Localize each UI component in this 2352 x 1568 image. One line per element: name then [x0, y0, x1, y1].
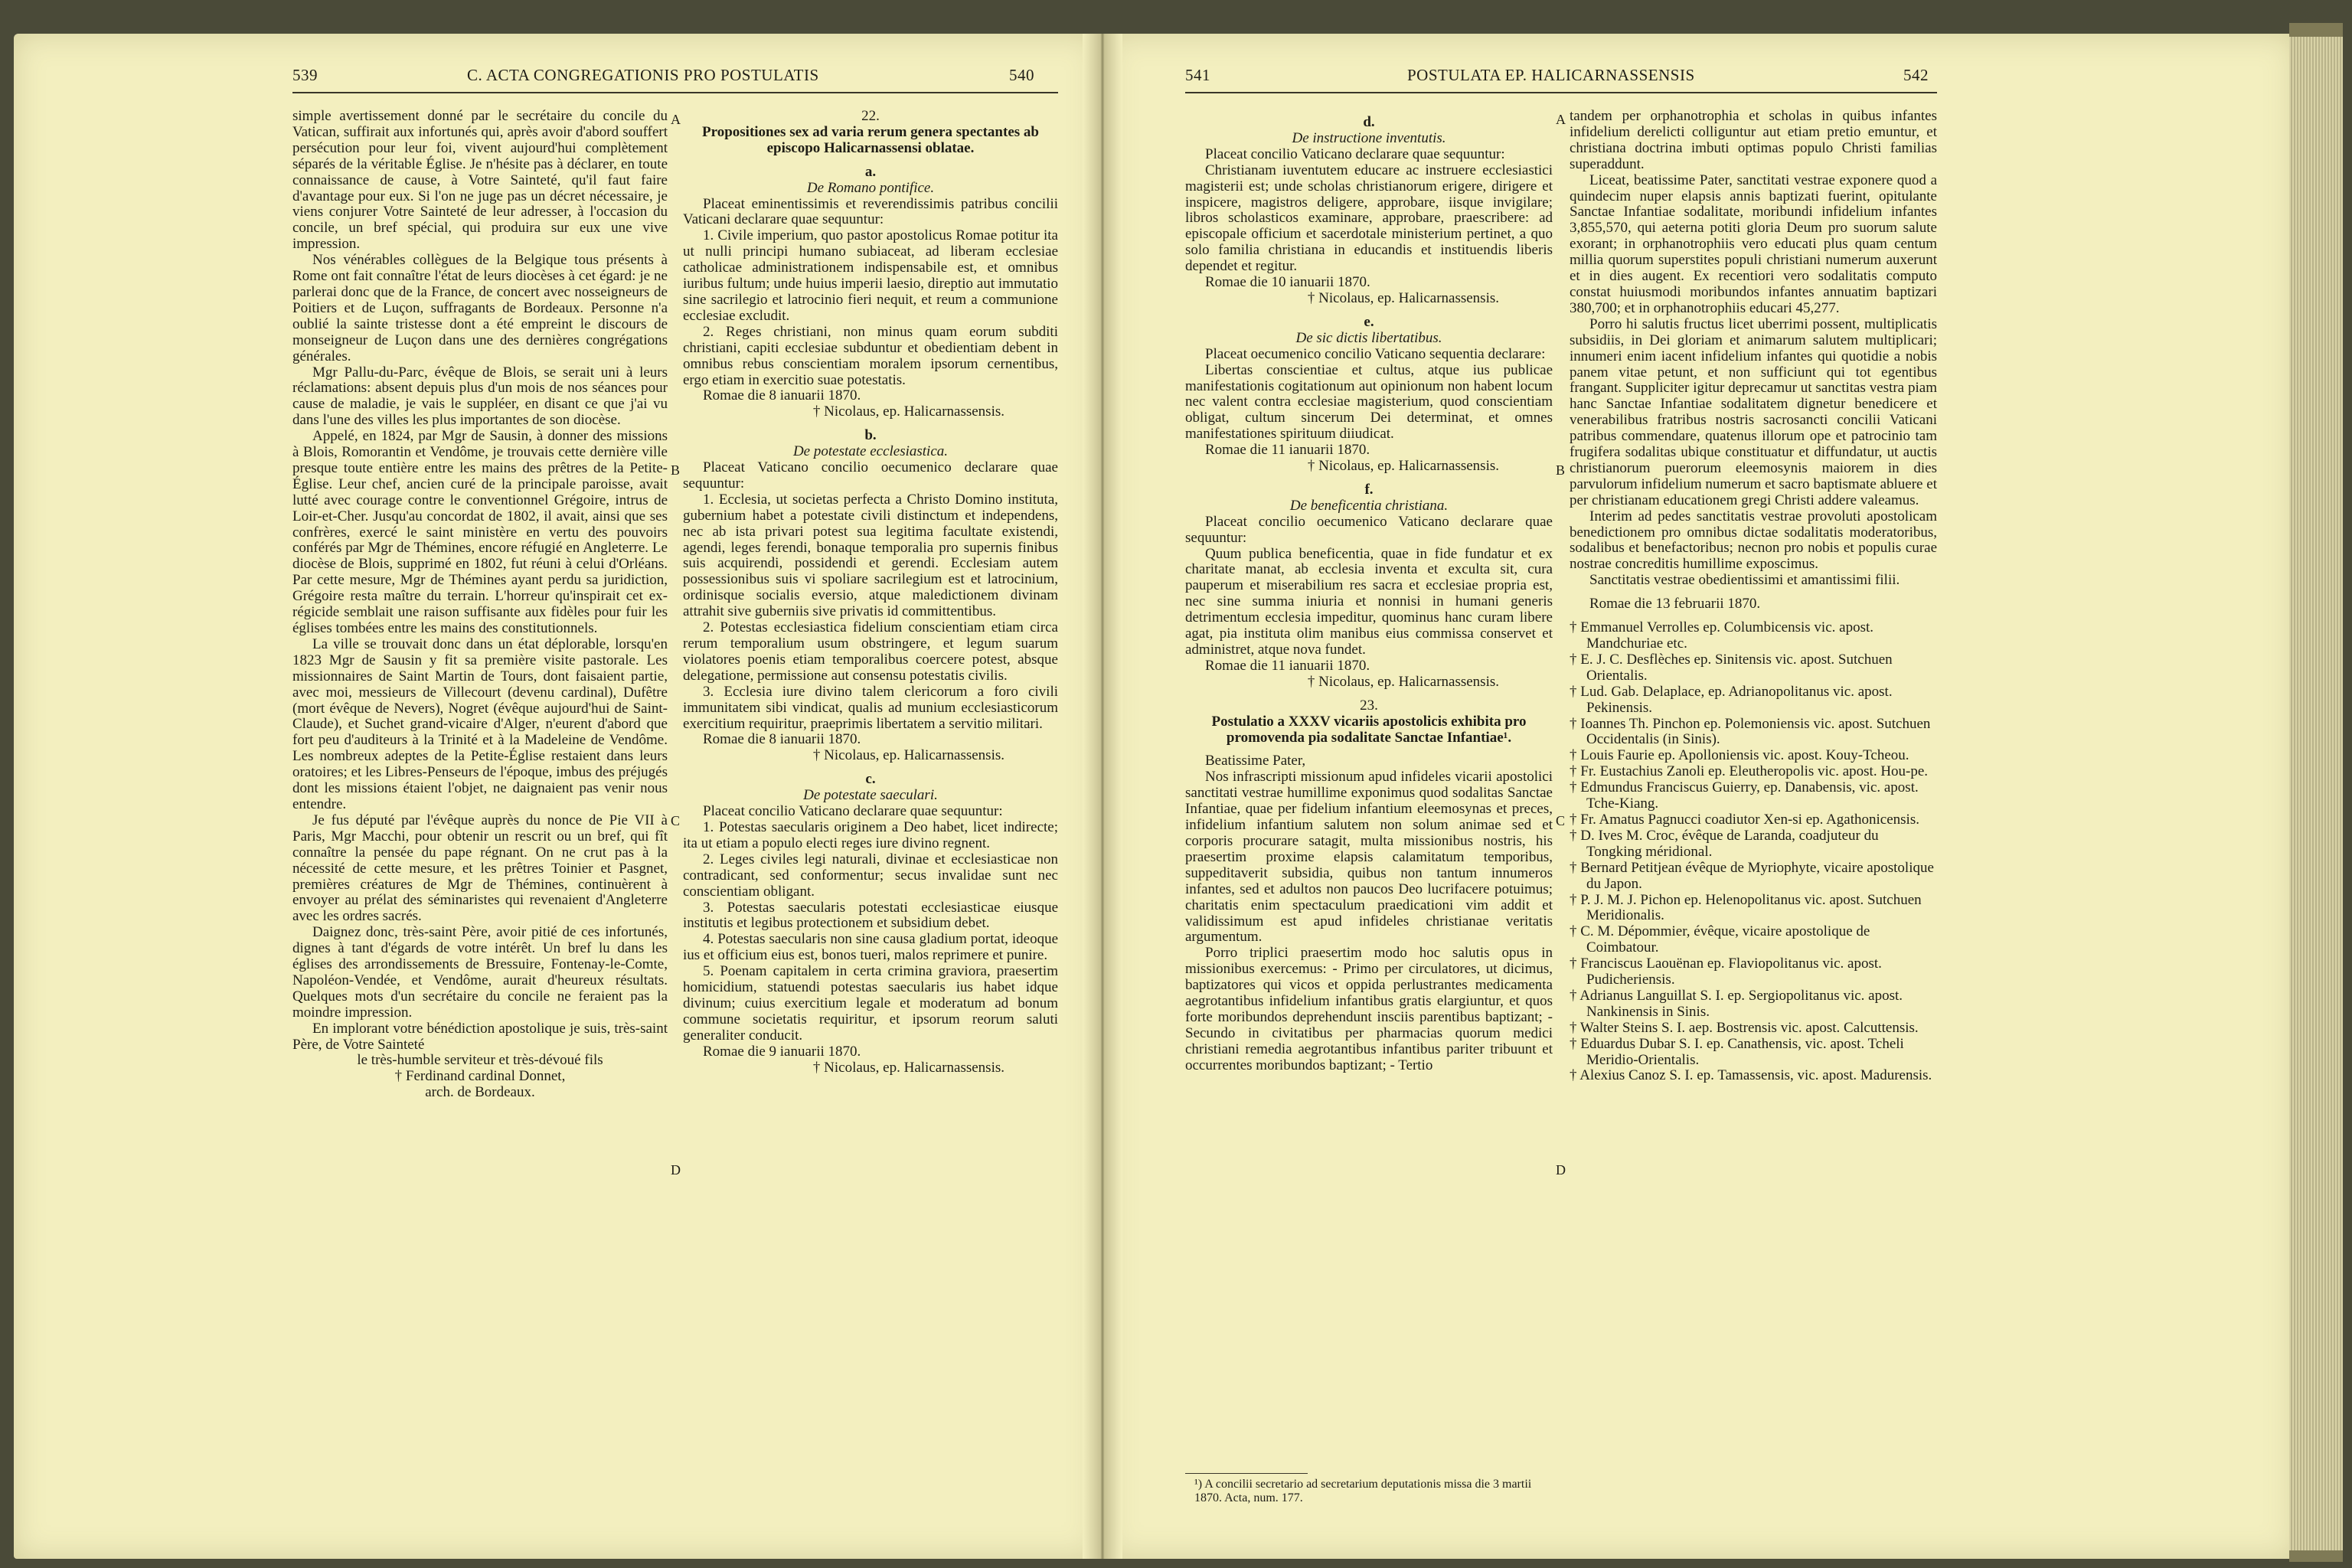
margin-letter-c: C	[1556, 813, 1566, 828]
paragraph: Porro triplici praesertim modo hoc salutis opus in missionibus exercemus: - Primo per circulatores, ut dicimus, baptizatores qui vicos et oppida perlustrantes medicamenta aegrotantibus infidelium infantibus gratis elargiuntur, et quos forte moribundos deprehendunt insciis parentibus baptizant; - Secundo in civitatibus per pharmacias quorum medici christiani remedia aegrotantibus infantibus pariter tribuunt et occurrentes moribundos baptizant; - Tertio	[1185, 945, 1553, 1073]
subsection-letter-b: b.	[864, 427, 877, 444]
page-number-542: 542	[1903, 66, 1929, 84]
left-col-2	[683, 109, 1058, 1076]
bishop-signature: † Eduardus Dubar S. I. ep. Canathensis, vic. apost. Tcheli Meridio-Orientalis.	[1570, 1035, 1904, 1068]
page-number-541: 541	[1185, 66, 1210, 84]
bishop-signature: † Edmundus Franciscus Guierry, ep. Danabensis, vic. apost. Tche-Kiang.	[1570, 779, 1919, 812]
paragraph: Sanctitatis vestrae obedientissimi et amantissimi filii.	[1589, 572, 1900, 589]
signature-line: † Nicolaus, ep. Halicarnassensis.	[1307, 289, 1499, 306]
bishop-signature: † Bernard Petitjean évêque de Myriophyte, vicaire apostolique du Japon.	[1570, 859, 1934, 892]
bishop-signature: † Walter Steins S. I. aep. Bostrensis vic. apost. Calcuttensis.	[1570, 1019, 1919, 1036]
signature-line: † Nicolaus, ep. Halicarnassensis.	[812, 747, 1004, 764]
margin-letter-b: B	[1556, 462, 1566, 478]
footnote: ¹) A concilii secretario ad secretarium deputationis missa die 3 martii 1870. Acta, num. 177.	[1194, 1478, 1532, 1504]
paragraph: 4. Potestas saecularis non sine causa gladium portat, ideoque ius et officium eius est, bonos tueri, malos reprimere et punire.	[683, 931, 1058, 964]
date-line: Romae die 8 ianuarii 1870.	[703, 731, 861, 748]
paragraph: 3. Potestas saecularis potestati ecclesiasticae eiusque institutis et legibus protectionem et subsidium debet.	[683, 899, 1058, 932]
right-col-1	[1185, 115, 1553, 1074]
subsection-title-b: De potestate ecclesiastica.	[792, 443, 949, 460]
paragraph: 1. Potestas saecularis originem a Deo habet, licet indirecte; ita ut etiam a populo electi reges iure divino regnent.	[683, 818, 1058, 851]
bishop-signatures	[1570, 620, 1937, 1084]
running-head-left: C. ACTA CONGREGATIONIS PRO POSTULATIS	[467, 66, 819, 84]
paragraph: simple avertissement donné par le secrétaire du concile du Vatican, suffirait aux infortunés qui, après avoir d'abord souffert persécution pour leur foi, vivent aujourd'hui complètement séparés de la véritable Église. Je n'hésite pas à déclarer, en toute connaissance de cause, à Votre Sainteté, qu'il faut faire d'avantage pour eux. Si l'on ne juge pas un décret nécessaire, je viens conjurer Votre Sainteté de leur adresser, à l'occasion du concile, un bref spécial, qui produira sur eux une vive impression.	[292, 108, 668, 253]
header-rule-left	[292, 92, 1058, 93]
paragraph: 2. Reges christiani, non minus quam eorum subditi christiani, capiti ecclesiae subduntur et obedientiam debent in omnibus rebus conscientiam moralem ipsorum cernentibus, ergo etiam in exercitio suae potestatis.	[683, 323, 1058, 388]
paragraph: Placeat concilio Vaticano declarare quae sequuntur:	[703, 803, 1003, 820]
margin-letter-b: B	[671, 462, 681, 478]
margin-letter-a: A	[1556, 112, 1566, 127]
subsection-title-e: De sic dictis libertatibus.	[1295, 329, 1442, 346]
signature-line: † Nicolaus, ep. Halicarnassensis.	[812, 1059, 1004, 1076]
paragraph: Placeat concilio Vaticano declarare quae sequuntur:	[1205, 145, 1505, 162]
paragraph: 2. Potestas ecclesiastica fidelium conscientiam etiam circa rerum temporalium usum obstringere, et legum suarum violatores poenis etiam temporalibus coercere potest, absque delegatione, permissione aut consensu potestatis civilis.	[683, 619, 1058, 684]
subsection-title-c: De potestate saeculari.	[803, 787, 938, 804]
date-line: Romae die 11 ianuarii 1870.	[1205, 442, 1370, 459]
bishop-signature: † Adrianus Languillat S. I. ep. Sergiopolitanus vic. apost. Nankinensis in Sinis.	[1570, 987, 1903, 1020]
paragraph: 3. Ecclesia iure divino talem clericorum a foro civili immunitatem sibi vindicat, qualis ad munium ecclesiasticorum exercitium requiritur, praeprimis libertatem a servitio militari.	[683, 683, 1058, 732]
paragraph: En implorant votre bénédiction apostolique je suis, très-saint Père, de Votre Sainteté	[292, 1020, 668, 1053]
paragraph: Porro hi salutis fructus licet uberrimi possent, multiplicatis subsidiis, in Dei gloriam et animarum salutem multiplicari; innumeri enim iacent infidelium infantes qui quotidie a nobis panem vitae petunt, et non sufficiunt qui tot egentibus frangant. Suppliciter igitur deprecamur ut sanctitas vestra piam hanc Sanctae Infantiae sodalitatem dignetur benedicere et venerabilibus fratribus nostris sacrosancti concilii Vaticani patribus commendare, quatenus illorum ope et patrocinio tam frugifera sodalitas ubique constituatur et diffundatur, ut auctis christianorum puerorum eleemosynis maiorem in dies parvulorum infidelium numerum et sacro baptismate abluere et per christianam educationem gregi Christi addere valeamus.	[1570, 315, 1937, 508]
paragraph: Appelé, en 1824, par Mgr de Sausin, à donner des missions à Blois, Romorantin et Vendôme, je trouvais cette dernière ville presque toute entière entre les mains des prêtres de la Petite-Église. Leur chef, ancien curé de la principale paroisse, avait lutté avec courage contre le conventionnel Grégoire, intrus de Loir-et-Cher. Jusqu'au concordat de 1802, il avait, ainsi que ses confrères, exercé le saint ministère en vertu des pouvoirs conférés par Mgr de Thémines, encore réfugié en Angleterre. Le diocèse de Blois, supprimé en 1802, fut réuni à celui d'Orléans. Par cette mesure, Mgr de Thémines ayant perdu sa juridiction, Grégoire resta maître du terrain. L'horreur qu'inspirait cet ex-régicide semblait une raison suffisante aux fidèles pour fuir les églises tombées entre les mains des constitutionnels.	[292, 428, 668, 636]
bishop-signature: † Louis Faurie ep. Apolloniensis vic. apost. Kouy-Tcheou.	[1570, 747, 1909, 764]
page-number-540: 540	[1009, 66, 1034, 84]
bishop-signature: † Ioannes Th. Pinchon ep. Polemoniensis vic. apost. Sutchuen Occidentalis (in Sinis).	[1570, 715, 1931, 748]
date-line: Romae die 13 februarii 1870.	[1589, 596, 1761, 612]
paragraph: Placeat oecumenico concilio Vaticano sequentia declarare:	[1205, 345, 1546, 362]
paragraph: Nos vénérables collègues de la Belgique tous présents à Rome ont fait connaître l'état de leurs diocèses à cet égard: je ne parlerai donc que de la France, de concert avec nosseigneurs de Poitiers et de Luçon, suffragants de Bordeaux. Personne n'a oublié la sainte tristesse dont a été empreint le discours de monseigneur de Luçon dans une des dernières congrégations générales.	[292, 252, 668, 364]
date-line: Romae die 10 ianuarii 1870.	[1205, 274, 1370, 291]
paragraph: Interim ad pedes sanctitatis vestrae provoluti apostolicam benedictionem pro omnibus dictae sodalitatis moderatoribus, sodalibus et benefactoribus; necnon pro nobis et populis curae nostrae concreditis humillime exposcimus.	[1570, 508, 1937, 573]
paragraph: Nos infrascripti missionum apud infideles vicarii apostolici sanctitati vestrae humillime exponimus quod sodalitas Sanctae Infantiae, quae per fidelium infantium eleemosynas et preces, infidelium infantium salutem non solum animae sed et corporis procurare satagit, multa missionibus nostris, his praesertim proxime elapsis calamitatum temporibus, suppeditaverit subsidia, quibus non tantum innumeros infantes, sed et adultos non paucos Deo lucrifacere potuimus; charitatis enim spectaculum praedicationi vim addit et validissimum est apud infideles christianae veritatis argumentum.	[1185, 769, 1553, 946]
signature-line: † Nicolaus, ep. Halicarnassensis.	[1307, 673, 1499, 690]
paragraph: Libertas conscientiae et cultus, atque ius publicae manifestationis cogitationum aut opinionum non habent locum nec valent contra ecclesiae magisterium, quod conscientiam obligat, cultum sincerum Dei determinat, et omnes manifestationes spirituum diiudicat.	[1185, 361, 1553, 443]
paragraph: Mgr Pallu-du-Parc, évêque de Blois, se serait uni à leurs réclamations: absent depuis plus d'un mois de nos séances pour cause de maladie, je vais le suppléer, en disant ce que j'ai vu dans l'une des villes les plus importantes de son diocèse.	[292, 364, 668, 429]
paragraph: Christianam iuventutem educare ac instruere ecclesiastici magisterii est; unde scholas christianorum erigere, dirigere et inspicere, magistros deligere, approbare, iisque invigilare; libros scholasticos examinare, approbare, praescribere: ad episcopale officium et sacerdotale ministerium pertinet, a quo solo familia christiana in educandis et instituendis liberis dependet et regitur.	[1185, 162, 1553, 275]
paragraph: Daignez donc, très-saint Père, avoir pitié de ces infortunés, dignes à tant d'égards de votre intérêt. Un bref lu dans les églises des arrondissements de Bressuire, Fontenay-le-Comte, Napoléon-Vendée, et Vendôme, aurait d'heureux résultats. Quelques mots d'un secrétaire du concile ne feraient pas la moindre impression.	[292, 924, 668, 1021]
signature-line: † Nicolaus, ep. Halicarnassensis.	[1307, 458, 1499, 475]
page-number-539: 539	[292, 66, 318, 84]
signature-title: arch. de Bordeaux.	[425, 1084, 535, 1101]
bishop-signature: † E. J. C. Desflèches ep. Sinitensis vic. apost. Sutchuen Orientalis.	[1570, 651, 1893, 684]
bishop-signature: † P. J. M. J. Pichon ep. Helenopolitanus vic. apost. Sutchuen Meridionalis.	[1570, 891, 1922, 924]
left-col-1	[292, 109, 668, 1101]
paragraph: 1. Civile imperium, quo pastor apostolicus Romae potitur ita ut nulli principi humano subiaceat, ad liberam ecclesiae catholicae administrationem indispensabile est, et omnibus iuribus fultum; unde huius imperii laesio, direptio aut immutatio sine sacrilegio et latrocinio fieri nequit, et reum a communione ecclesiae excludit.	[683, 227, 1058, 324]
page-edges	[2289, 23, 2343, 1562]
section-title-22: Propositiones sex ad varia rerum genera spectantes ab episcopo Halicarnassensi oblatae.	[702, 123, 1039, 156]
subsection-letter-d: d.	[1363, 114, 1375, 130]
paragraph: Placeat Vaticano concilio oecumenico declarare quae sequuntur:	[683, 459, 1058, 492]
paragraph: Quum publica beneficentia, quae in fide fundatur et ex charitate manat, ab ecclesia inventa et exculta sit, cura pauperum et miserabilium res sacra et ecclesiae propria est, nec sine summa iniuria et nonnisi in humani generis detrimentum ecclesia impeditur, quominus hanc curam libere agat, pia instituta olim manibus eius commissa conservet et administret, atque nova fundet.	[1185, 545, 1553, 658]
date-line: Romae die 9 ianuarii 1870.	[703, 1043, 861, 1060]
closing-line: le très-humble serviteur et très-dévoué fils	[357, 1052, 603, 1069]
salutation: Beatissime Pater,	[1205, 753, 1306, 769]
paragraph: Liceat, beatissime Pater, sanctitati vestrae exponere quod a quindecim nuper elapsis annis baptizati fuerint, opitulante Sanctae Infantiae sodalitate, moribundi infidelium infantes 3,855,570, qui aeterna potiti gloria Deum pro suorum salute exorant; in orphanotrophiis vero educati plus quam centum millia quorum superstites populi christiani numerum auxerunt et in dies augent. Ex recentiori vero sodalitatis computo constat huiusmodi moribundos infantes annuatim baptizari 380,700; et in orphanotrophiis educari 45,277.	[1570, 172, 1937, 316]
bishop-signature: † Fr. Eustachius Zanoli ep. Eleutheropolis vic. apost. Hou-pe.	[1570, 763, 1929, 780]
paragraph: 2. Leges civiles legi naturali, divinae et ecclesiasticae non contradicant, sed conformentur; secus invalidae sunt nec conscientiam obligant.	[683, 851, 1058, 900]
book-gutter	[1083, 34, 1122, 1559]
subsection-letter-f: f.	[1364, 481, 1374, 498]
footnote-rule	[1185, 1473, 1308, 1474]
signature-donnet: † Ferdinand cardinal Donnet,	[394, 1068, 566, 1085]
date-line: Romae die 11 ianuarii 1870.	[1205, 657, 1370, 674]
paragraph: Placeat eminentissimis et reverendissimis patribus concilii Vaticani declarare quae sequuntur:	[683, 195, 1058, 228]
paragraph: 1. Ecclesia, ut societas perfecta a Christo Domino instituta, gubernium habet a potestate civili distinctum et independens, nec ab ista privari potest sua legitima facultate existendi, agendi, leges ferendi, bonaque temporalia pro supernis finibus suis acquirendi, possidendi et gerendi. Ecclesiam autem possessionibus suis vi spoliare sacrilegium est et latrocinium, ordinisque socialis eversio, atque maledictionem divinam attrahit sive guberniis sive privatis id committentibus.	[683, 491, 1058, 620]
date-line: Romae die 8 ianuarii 1870.	[703, 387, 861, 404]
margin-letter-c: C	[671, 813, 681, 828]
paragraph: Placeat concilio oecumenico Vaticano declarare quae sequuntur:	[1185, 513, 1553, 546]
bishop-signature: † C. M. Dépommier, évêque, vicaire apostolique de Coimbatour.	[1570, 923, 1870, 956]
subsection-letter-c: c.	[865, 771, 876, 788]
right-col-2	[1570, 109, 1937, 1084]
bishop-signature: † Fr. Amatus Pagnucci coadiutor Xen-si ep. Agathonicensis.	[1570, 811, 1919, 828]
header-rule-right	[1185, 92, 1937, 93]
running-head-right: POSTULATA EP. HALICARNASSENSIS	[1407, 66, 1695, 84]
subsection-title-d: De instructione inventutis.	[1292, 129, 1446, 146]
margin-letter-a: A	[671, 112, 681, 127]
margin-letter-d: D	[1556, 1162, 1566, 1178]
paragraph: 5. Poenam capitalem in certa crimina graviora, praesertim homicidium, statuendi potestas saecularis ius habet idque divinum; cuius exercitium legale et moderatum ad bonum commune societatis requiritur, et ipsorum reorum saluti generaliter conducit.	[683, 963, 1058, 1044]
bishop-signature: † Alexius Canoz S. I. ep. Tamassensis, vic. apost. Madurensis.	[1570, 1067, 1932, 1084]
section-number-22: 22.	[861, 108, 880, 124]
paragraph: Je fus député par l'évêque auprès du nonce de Pie VII à Paris, Mgr Macchi, pour obtenir un rescrit ou un bref, qui fît connaître la pensée du pape régnant. On ne crut pas à la nécessité de cette mesure, et les prêtres Toinier et Pasgnet, premières créatures de Mgr de Thémines, continuèrent à envoyer au prélat des séminaristes qui revenaient d'Angleterre avec les ordres sacrés.	[292, 812, 668, 925]
bishop-signature: † D. Ives M. Croc, évêque de Laranda, coadjuteur du Tongking méridional.	[1570, 827, 1879, 860]
subsection-letter-e: e.	[1364, 313, 1374, 330]
section-title-23: Postulatio a XXXV vicariis apostolicis exhibita pro promovenda pia sodalitate Sanctae Infantiae¹.	[1211, 713, 1527, 746]
subsection-title-a: De Romano pontifice.	[806, 179, 935, 196]
bishop-signature: † Franciscus Laouënan ep. Flaviopolitanus vic. apost. Pudicheriensis.	[1570, 956, 1882, 988]
section-number-23: 23.	[1360, 697, 1378, 714]
signature-line: † Nicolaus, ep. Halicarnassensis.	[812, 403, 1004, 420]
bishop-signature: † Lud. Gab. Delaplace, ep. Adrianopolitanus vic. apost. Pekinensis.	[1570, 683, 1893, 716]
margin-letter-d: D	[671, 1162, 681, 1178]
bishop-signature: † Emmanuel Verrolles ep. Columbicensis vic. apost. Mandchuriae etc.	[1570, 619, 1873, 652]
paragraph: La ville se trouvait donc dans un état déplorable, lorsqu'en 1823 Mgr de Sausin y fit sa première visite pastorale. Les missionnaires de Saint Martin de Tours, dont faisaient partie, avec moi, messieurs de Villecourt (devenu cardinal), Dufêtre (mort évêque de Nevers), Nogret (évêque aujourd'hui de Saint-Claude), et Suchet grand-vicaire d'Alger, n'eurent d'abord que fort peu d'auditeurs à la Trinité et à la Madeleine de Vendôme. Les nombreux adeptes de la Petite-Église restaient dans leurs oratoires; et les Libres-Penseurs de l'époque, imbus des préjugés dont les missions étaient l'objet, ne daignaient pas venir nous entendre.	[292, 635, 668, 812]
subsection-title-f: De beneficentia christiana.	[1289, 497, 1449, 514]
paragraph: tandem per orphanotrophia et scholas in quibus infantes infidelium derelicti colliguntur aut etiam pretio emuntur, et christiana doctrina imbuti optimas populo Christi familias superaddunt.	[1570, 108, 1937, 172]
subsection-letter-a: a.	[864, 163, 877, 180]
